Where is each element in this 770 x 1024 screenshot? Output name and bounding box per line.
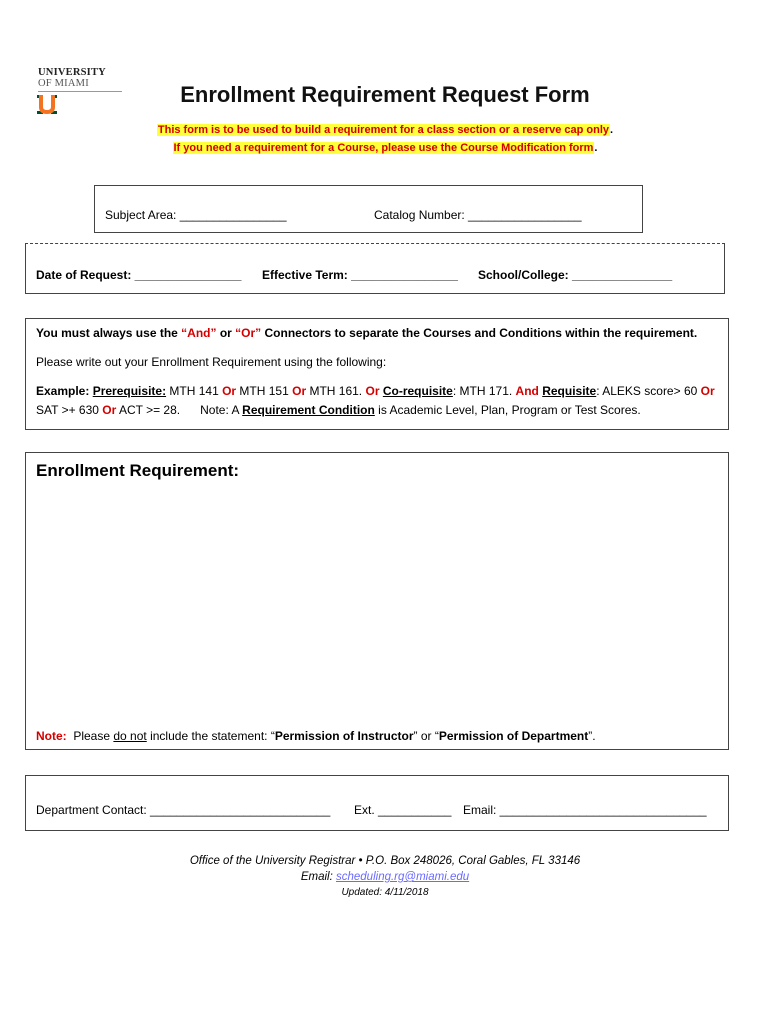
enrollment-requirement-heading: Enrollment Requirement: bbox=[36, 461, 240, 480]
footer-updated: Updated: 4/11/2018 bbox=[341, 887, 429, 898]
enrollment-requirement-box bbox=[25, 452, 729, 750]
catalog-number-field[interactable]: Catalog Number: _________________ bbox=[374, 208, 582, 222]
footer-email: Email: scheduling.rg@miami.edu bbox=[300, 871, 470, 883]
effective-term-field[interactable]: Effective Term: ________________ bbox=[262, 268, 458, 282]
notice-line-1: This form is to be used to build a requirement for a class section or a reserve cap only. bbox=[157, 124, 614, 136]
department-contact-box bbox=[25, 775, 729, 831]
enrollment-note: Note: Please do not include the statement: “Permission of Instructor” or “Permission of Department”. bbox=[36, 729, 596, 743]
page-title: Enrollment Requirement Request Form bbox=[180, 82, 590, 107]
logo-line-university: UNIVERSITY bbox=[38, 67, 106, 78]
subject-catalog-box bbox=[94, 185, 643, 233]
subject-area-field[interactable]: Subject Area: ________________ bbox=[105, 208, 287, 222]
requirement-example: Example: Prerequisite: MTH 141 Or MTH 151 Or MTH 161. Or Co-requisite: MTH 171. And Requisite: ALEKS score> 60 Or SAT >+ 630 Or ACT >= 28. Note: A Requirement Condition is Academic Level, Plan, Program or Test Scores. bbox=[36, 384, 715, 417]
department-contact-field[interactable]: Department Contact: ___________________________ bbox=[36, 803, 331, 817]
email-link[interactable]: scheduling.rg@miami.edu bbox=[336, 871, 470, 883]
email-field[interactable]: Email: _______________________________ bbox=[463, 803, 707, 817]
request-details-box bbox=[25, 243, 725, 294]
instructions-box bbox=[25, 318, 729, 430]
write-out-instruction: Please write out your Enrollment Requirement using the following: bbox=[36, 355, 387, 369]
ext-field[interactable]: Ext. ___________ bbox=[354, 803, 452, 817]
footer-address: Office of the University Registrar • P.O. Box 248026, Coral Gables, FL 33146 bbox=[189, 855, 581, 867]
date-of-request-field[interactable]: Date of Request: ________________ bbox=[36, 268, 242, 282]
notice-line-2: If you need a requirement for a Course, please use the Course Modification form. bbox=[173, 142, 598, 154]
enrollment-requirement-input-area[interactable] bbox=[36, 493, 720, 715]
connectors-instruction: You must always use the “And” or “Or” Connectors to separate the Courses and Conditions within the requirement. bbox=[36, 326, 698, 340]
school-college-field[interactable]: School/College: _______________ bbox=[478, 268, 673, 282]
logo-line-of-miami: OF MIAMI bbox=[38, 78, 89, 89]
